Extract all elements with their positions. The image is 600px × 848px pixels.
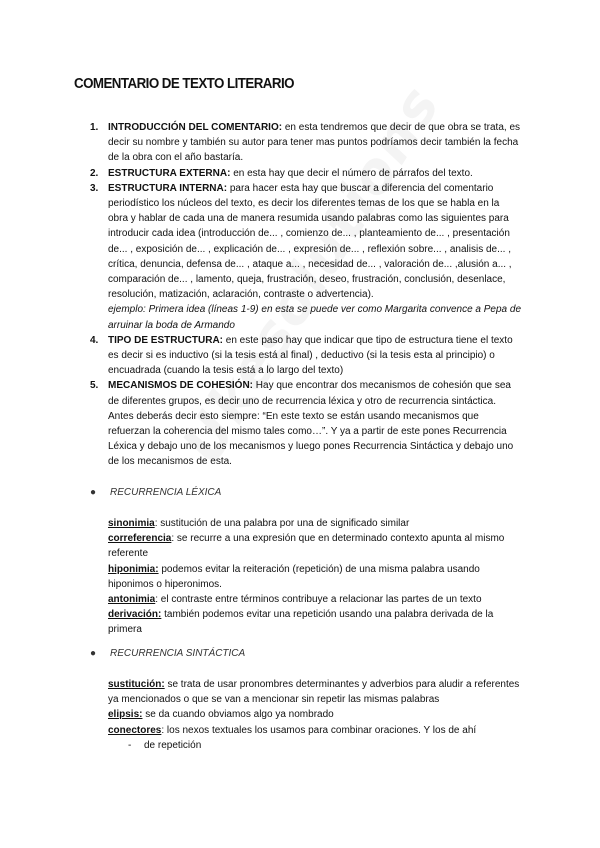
- definition-text: : el contraste entre términos contribuye a relacionar las partes de un texto: [155, 594, 482, 606]
- definition-elipsis: [108, 707, 524, 722]
- item-number: 3.: [90, 182, 99, 194]
- definition-correferencia: [108, 531, 524, 561]
- list-item-tipo-estructura: [90, 333, 522, 379]
- definition-text: podemos evitar la reiteración (repetición) de una misma palabra usando hiponimos o hiperonimos.: [108, 563, 480, 590]
- item-text: en este paso hay que indicar que tipo de estructura tiene el texto es decir si es inductivo (si la tesis está al final) , deductivo (si la tesis esta al principio) o encuadrada (cuando la tesis está a lo largo del texto): [108, 334, 513, 377]
- sub-item-text: de repetición: [144, 739, 202, 751]
- list-item-estructura-externa: [90, 166, 522, 181]
- item-heading: TIPO DE ESTRUCTURA:: [108, 334, 223, 346]
- numbered-list: [90, 120, 522, 470]
- sub-list-item: [128, 738, 524, 753]
- page-title: COMENTARIO DE TEXTO LITERARIO: [74, 76, 294, 92]
- item-heading: ESTRUCTURA INTERNA:: [108, 182, 228, 194]
- definition-term: hiponimia:: [108, 563, 159, 575]
- list-item-introduccion: [90, 120, 522, 166]
- item-number: 2.: [90, 167, 99, 179]
- item-text: en esta tendremos que decir de que obra se trata, es decir su nombre y también su autor para tener mas puntos podríamos decir también la fecha de la obra con el año bastaría.: [108, 122, 521, 164]
- sintactica-definitions: [108, 677, 524, 753]
- definition-derivacion: [108, 607, 524, 637]
- definition-term: sinonimia: [108, 518, 155, 529]
- dash-icon: -: [128, 739, 132, 751]
- definition-term: conectores: [108, 724, 162, 736]
- item-heading: MECANISMOS DE COHESIÓN:: [108, 380, 254, 392]
- item-text: para hacer esta hay que buscar a diferencia del comentario periodístico los núcleos del texto, es decir los diferentes temas de los que se habla en la obra y hablar de cada una de manera resumida usando palabras como las siguientes para introducir cada idea (introducción de... , comienzo de... , planteamiento de... , presentación de... , exposición de... , explicación de... , expresión de... , reflexión sobre... , analisis de... , crítica, denuncia, defensa de... , ataque a... , necesidad de... , valoración de... ,alusión a... , comparación de... , lamento, queja, frustración, deseo, frustración, conclusión, desenlace, resolución, matización, aclaración, contraste o advertencia).: [108, 182, 512, 301]
- item-example: ejemplo: Primera idea (líneas 1-9) en esta se puede ver como Margarita convence a Pepa de arruinar la boda de Armando: [108, 304, 522, 331]
- definition-antonimia: [108, 592, 524, 607]
- definition-term: elipsis:: [108, 709, 143, 721]
- definition-text: : los nexos textuales los usamos para combinar oraciones. Y los de ahí: [161, 724, 477, 736]
- list-item-estructura-interna: [90, 181, 522, 333]
- item-text: en esta hay que decir el número de párrafos del texto.: [230, 167, 473, 179]
- list-item-mecanismos-cohesion: [90, 378, 522, 469]
- definition-sustitucion: [108, 677, 524, 707]
- definition-text: se trata de usar pronombres determinantes y adverbios para aludir a referentes ya mencionados o que se van a mencionar sin repetir las mismas palabras: [108, 679, 520, 706]
- section-heading: RECURRENCIA LÉXICA: [110, 487, 222, 498]
- bullet-icon: ●: [90, 648, 97, 659]
- definition-text: : se recurre a una expresión que en determinado contexto apunta al mismo referente: [108, 533, 505, 560]
- item-number: 5.: [90, 380, 99, 392]
- item-number: 1.: [90, 122, 99, 133]
- definition-text: se da cuando obviamos algo ya nombrado: [142, 709, 334, 721]
- definition-term: sustitución:: [108, 679, 165, 690]
- item-number: 4.: [90, 334, 99, 346]
- item-heading: INTRODUCCIÓN DEL COMENTARIO:: [108, 122, 283, 133]
- lexica-definitions: [108, 516, 524, 638]
- definition-conectores: [108, 723, 524, 738]
- bullet-icon: ●: [90, 487, 97, 498]
- item-heading: ESTRUCTURA EXTERNA:: [108, 167, 231, 179]
- definition-term: correferencia: [108, 533, 172, 545]
- definition-text: también podemos evitar una repetición usando una palabra derivada de la primera: [108, 609, 494, 636]
- definition-text: : sustitución de una palabra por una de significado similar: [154, 518, 410, 529]
- definition-term: derivación:: [108, 609, 162, 621]
- section-recurrencia-sintactica: [90, 648, 245, 659]
- definition-hiponimia: [108, 562, 524, 592]
- item-text: Hay que encontrar dos mecanismos de cohesión que sea de diferentes grupos, es decir uno de recurrencia léxica y otro de recurrencia sintáctica. Antes deberás decir esto siempre: “En este texto se están usando mecanismos que refuerzan la coherencia del mismo tales como…”. Y ya a partir de este pones Recurrencia Léxica y debajo uno de los mecanismos y luego pones Recurrencia Sintáctica y debajo uno de los mecanismos de esta.: [108, 380, 514, 468]
- section-heading: RECURRENCIA SINTÁCTICA: [110, 648, 246, 659]
- section-recurrencia-lexica: [90, 487, 221, 498]
- definition-term: antonimia: [108, 594, 156, 606]
- definition-sinonimia: [108, 516, 524, 531]
